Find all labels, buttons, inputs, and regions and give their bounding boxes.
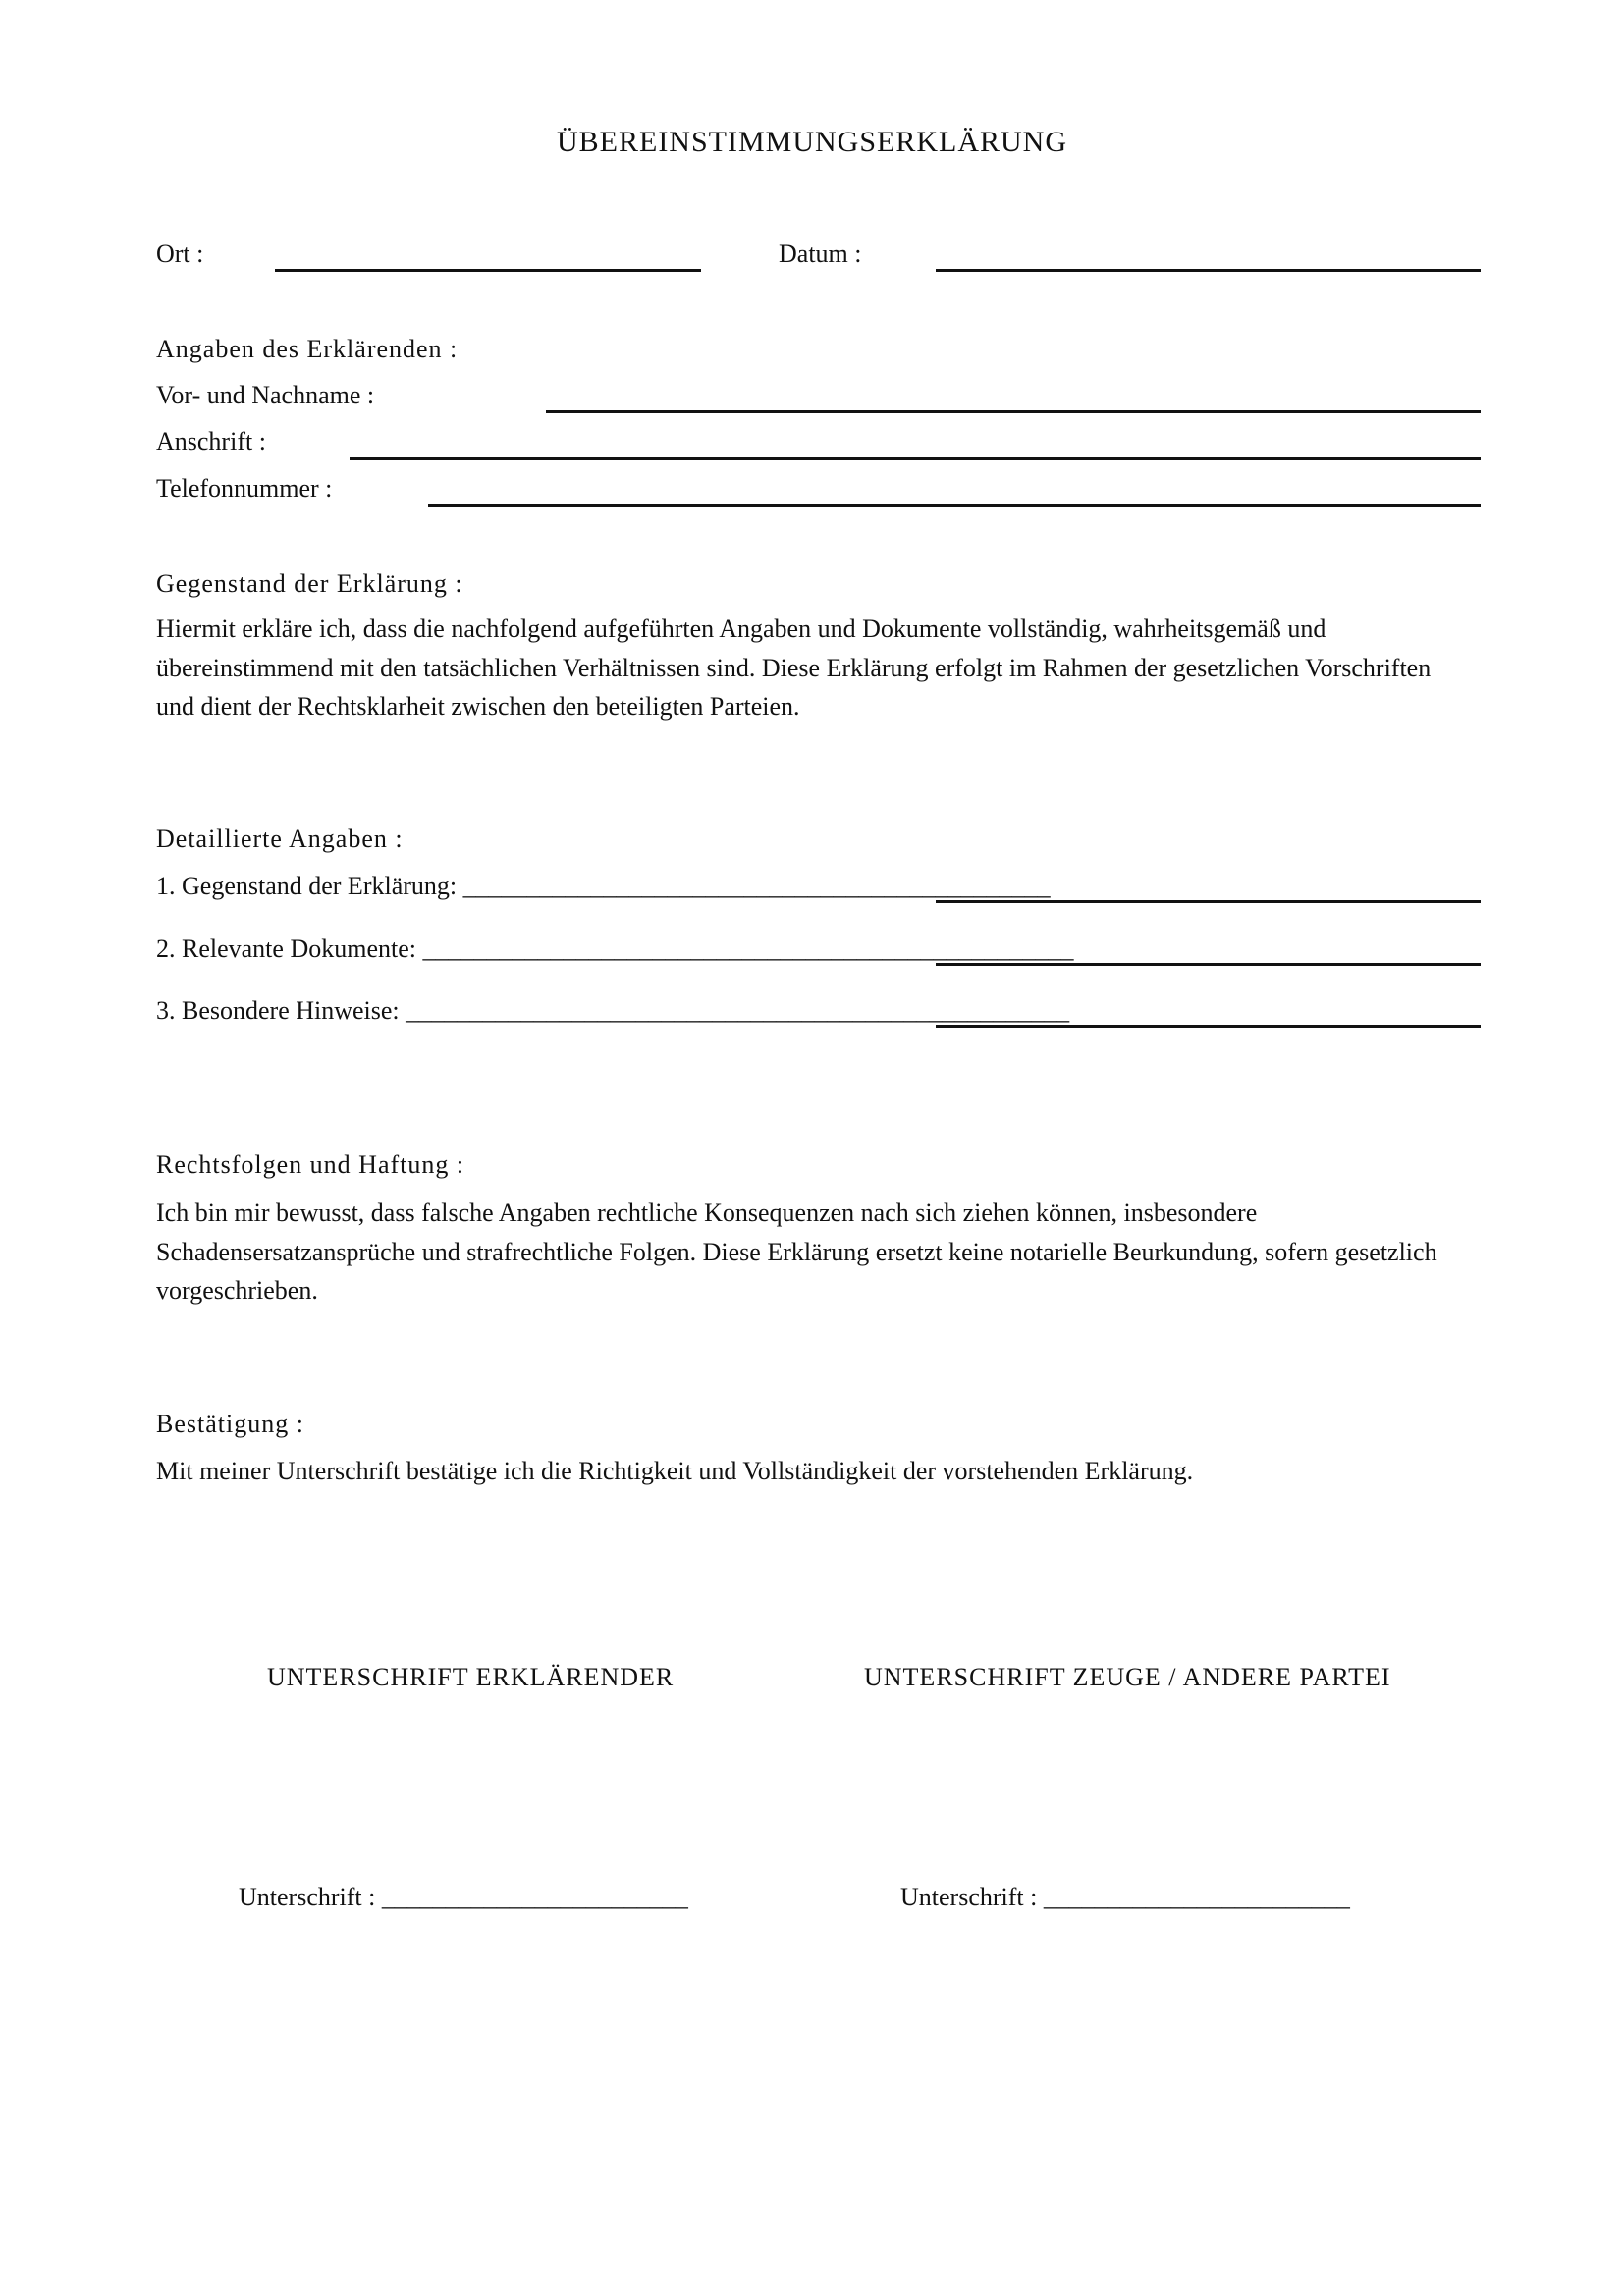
declarant-heading: Angaben des Erklärenden : (156, 335, 459, 363)
phone-field[interactable] (428, 504, 1481, 507)
liability-text: Ich bin mir bewusst, dass falsche Angaben rechtliche Konsequenzen nach sich ziehen können, insbesondere Schadensersatzansprüche und strafrechtliche Folgen. Diese Erklärung ersetzt keine notarielle Beurkundung, sofern gesetzlich vorgeschrieben. (156, 1199, 1437, 1305)
ort-field[interactable] (275, 269, 701, 272)
subject-heading: Gegenstand der Erklärung : (156, 569, 463, 598)
confirmation-heading: Bestätigung : (156, 1410, 304, 1438)
detail-item-1: 1. Gegenstand der Erklärung: ______________________________________________ (156, 872, 1051, 900)
ort-label: Ort : (156, 240, 204, 268)
detail-item-3: 3. Besondere Hinweise: ____________________________________________________ (156, 996, 1070, 1025)
signature-witness-heading: UNTERSCHRIFT ZEUGE / ANDERE PARTEI (864, 1663, 1391, 1691)
address-label: Anschrift : (156, 427, 266, 455)
address-field[interactable] (350, 457, 1481, 460)
detail-field-2[interactable] (936, 963, 1481, 966)
detail-field-3[interactable] (936, 1025, 1481, 1028)
phone-label: Telefonnummer : (156, 474, 333, 503)
detail-item-2: 2. Relevante Dokumente: ___________________________________________________ (156, 934, 1074, 963)
subject-text: Hiermit erkläre ich, dass die nachfolgend aufgeführten Angaben und Dokumente vollständig, wahrheitsgemäß und übereinstimmend mit den tatsächlichen Verhältnissen sind. Diese Erklärung erfolgt im Rahmen der gesetzlichen Vorschriften und dient der Rechtsklarheit zwischen den beteiligten Parteien. (156, 614, 1432, 721)
detail-field-1[interactable] (936, 900, 1481, 903)
liability-heading: Rechtsfolgen und Haftung : (156, 1150, 465, 1179)
datum-field[interactable] (936, 269, 1481, 272)
document-title: ÜBEREINSTIMMUNGSERKLÄRUNG (556, 126, 1067, 158)
name-field[interactable] (546, 410, 1481, 413)
signature-declarant-line[interactable]: Unterschrift : ________________________ (239, 1883, 688, 1911)
datum-label: Datum : (779, 240, 862, 268)
details-heading: Detaillierte Angaben : (156, 825, 404, 853)
signature-declarant-heading: UNTERSCHRIFT ERKLÄRENDER (267, 1663, 675, 1691)
name-label: Vor- und Nachname : (156, 381, 375, 409)
confirmation-text: Mit meiner Unterschrift bestätige ich die Richtigkeit und Vollständigkeit der vorstehenden Erklärung. (156, 1457, 1194, 1485)
signature-witness-line[interactable]: Unterschrift : ________________________ (900, 1883, 1350, 1911)
